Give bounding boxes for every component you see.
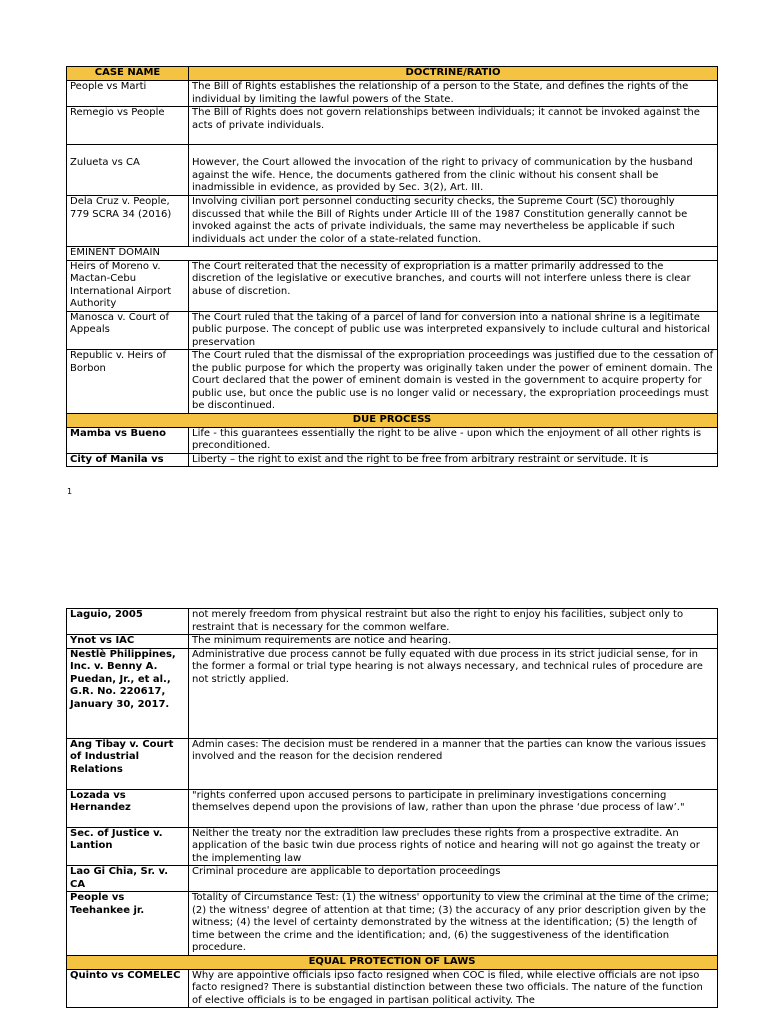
doctrine-cell: not merely freedom from physical restraint but also the right to enjoy his facilities, subject only to restraint that is necessary for the common welfare.	[189, 609, 718, 635]
table-row	[67, 866, 718, 892]
table-row	[67, 648, 718, 738]
table-row	[67, 81, 718, 107]
doctrine-cell: Why are appointive officials ipso facto resigned when COC is filed, while elective officials are not ipso facto resigned? There is substantial distinction between these two officials. The nature of the function of elective officials is to be engaged in partisan political activity. The	[189, 969, 718, 1008]
doctrine-cell: Criminal procedure are applicable to deportation proceedings	[189, 866, 718, 892]
table-row	[67, 609, 718, 635]
doctrine-cell: "rights conferred upon accused persons to participate in preliminary investigations concerning themselves depend upon the provisions of law, rather than upon the phrase ‘due process of law’."	[189, 789, 718, 827]
case-name-cell: Mamba vs Bueno	[67, 427, 189, 453]
table-row	[67, 453, 718, 467]
doctrine-cell: Neither the treaty nor the extradition law precludes these rights from a prospective extradite. An application of the basic twin due process rights of notice and hearing will not go against the treaty or the implementing law	[189, 827, 718, 866]
doctrine-cell: Admin cases: The decision must be rendered in a manner that the parties can know the various issues involved and the reason for the decision rendered	[189, 738, 718, 789]
case-name-cell: Zulueta vs CA	[67, 145, 189, 196]
doctrine-cell: Life - this guarantees essentially the right to be alive - upon which the enjoyment of all other rights is preconditioned.	[189, 427, 718, 453]
doctrine-cell: Liberty – the right to exist and the right to be free from arbitrary restraint or servitude. It is	[189, 453, 718, 467]
doctrine-cell: However, the Court allowed the invocation of the right to privacy of communication by the husband against the wife. Hence, the documents gathered from the clinic without his consent shall be inadmissible in evidence, as provided by Sec. 3(2), Art. III.	[189, 145, 718, 196]
doctrine-header: DOCTRINE/RATIO	[189, 67, 718, 81]
case-name-header: CASE NAME	[67, 67, 189, 81]
table-header-row	[67, 67, 718, 81]
doctrine-cell: The Court reiterated that the necessity of expropriation is a matter primarily addressed to the discretion of the legislative or executive branches, and courts will not interfere unless there is clear abuse of discretion.	[189, 260, 718, 311]
case-name-cell: Remegio vs People	[67, 107, 189, 145]
case-name-cell: Republic v. Heirs of Borbon	[67, 350, 189, 414]
table-row	[67, 969, 718, 1008]
case-name-cell: Nestlè Philippines, Inc. v. Benny A. Puedan, Jr., et al., G.R. No. 220617, January 30, 2017.	[67, 648, 189, 738]
case-name-cell: People vs Marti	[67, 81, 189, 107]
section-row-due-process	[67, 414, 718, 428]
table-row	[67, 107, 718, 145]
case-name-cell: Ang Tibay v. Court of Industrial Relations	[67, 738, 189, 789]
table-row	[67, 260, 718, 311]
case-digest-table-continued	[66, 608, 718, 1008]
section-label: EQUAL PROTECTION OF LAWS	[67, 956, 718, 970]
case-name-cell: Manosca v. Court of Appeals	[67, 311, 189, 350]
doctrine-cell: Involving civilian port personnel conducting security checks, the Supreme Court (SC) thoroughly discussed that while the Bill of Rights under Article III of the 1987 Constitution generally cannot be invoked against the acts of private individuals, the same may nevertheless be applicable if such individuals act under the color of a state-related function.	[189, 196, 718, 247]
doctrine-cell: Administrative due process cannot be fully equated with due process in its strict judicial sense, for in the former a formal or trial type hearing is not always necessary, and technical rules of procedure are not strictly applied.	[189, 648, 718, 738]
case-name-cell: Lao Gi Chia, Sr. v. CA	[67, 866, 189, 892]
case-name-cell: Sec. of Justice v. Lantion	[67, 827, 189, 866]
section-row-equal-protection	[67, 956, 718, 970]
doctrine-cell: Totality of Circumstance Test: (1) the witness' opportunity to view the criminal at the time of the crime; (2) the witness' degree of attention at that time; (3) the accuracy of any prior description given by the witness; (4) the level of certainty demonstrated by the witness at the identification; (5) the length of time between the crime and the identification; and, (6) the suggestiveness of the identification procedure.	[189, 892, 718, 956]
table-row	[67, 827, 718, 866]
table-row	[67, 789, 718, 827]
table-row	[67, 145, 718, 196]
case-name-cell: Ynot vs IAC	[67, 635, 189, 649]
doctrine-cell: The Court ruled that the dismissal of the expropriation proceedings was justified due to the cessation of the public purpose for which the property was originally taken under the power of eminent domain. The Court declared that the power of eminent domain is vested in the government to acquire property for public use, but once the public use is no longer valid or necessary, the expropriation proceedings must be discontinued.	[189, 350, 718, 414]
table-row	[67, 196, 718, 247]
section-row-eminent-domain	[67, 247, 718, 261]
case-name-cell: Heirs of Moreno v. Mactan-Cebu International Airport Authority	[67, 260, 189, 311]
case-name-cell: Laguio, 2005	[67, 609, 189, 635]
table-row	[67, 635, 718, 649]
doctrine-cell: The Bill of Rights does not govern relationships between individuals; it cannot be invoked against the acts of private individuals.	[189, 107, 718, 145]
doctrine-cell: The minimum requirements are notice and hearing.	[189, 635, 718, 649]
table-row	[67, 738, 718, 789]
case-name-cell: Quinto vs COMELEC	[67, 969, 189, 1008]
table-row	[67, 350, 718, 414]
section-label: DUE PROCESS	[67, 414, 718, 428]
case-name-cell: Lozada vs Hernandez	[67, 789, 189, 827]
footnote-number: 1	[67, 487, 73, 496]
doctrine-cell: The Court ruled that the taking of a parcel of land for conversion into a national shrine is a legitimate public purpose. The concept of public use was interpreted expansively to include cultural and historical preservation	[189, 311, 718, 350]
table-row	[67, 427, 718, 453]
case-name-cell: City of Manila vs	[67, 453, 189, 467]
table-row	[67, 892, 718, 956]
table-row	[67, 311, 718, 350]
case-name-cell: Dela Cruz v. People, 779 SCRA 34 (2016)	[67, 196, 189, 247]
doctrine-cell: The Bill of Rights establishes the relationship of a person to the State, and defines the rights of the individual by limiting the lawful powers of the State.	[189, 81, 718, 107]
case-digest-table	[66, 66, 718, 467]
case-name-cell: People vs Teehankee jr.	[67, 892, 189, 956]
section-label: EMINENT DOMAIN	[67, 247, 718, 261]
